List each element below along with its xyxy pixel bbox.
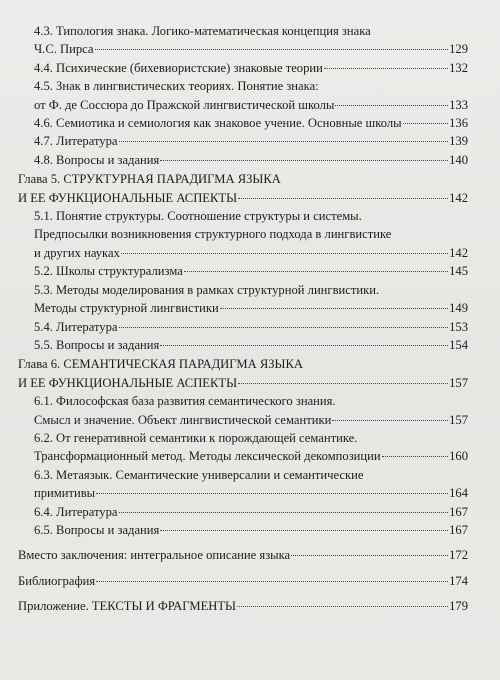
toc-entry-title-line: 4.4. Психические (бихевиористские) знаковые теории <box>34 60 323 75</box>
toc-entry-title-line: 4.3. Типология знака. Логико-математическая концепция знака <box>34 24 371 38</box>
toc-page-number: 157 <box>449 375 468 390</box>
dot-leader <box>403 123 449 124</box>
dot-leader <box>95 49 449 50</box>
toc-page-number: 167 <box>449 504 468 519</box>
toc-entry <box>18 355 468 392</box>
toc-page-number: 129 <box>449 42 468 57</box>
toc-page-number: 154 <box>449 337 468 352</box>
toc-page-number: 153 <box>449 319 468 334</box>
toc-entry-title-line: примитивы <box>34 486 96 501</box>
toc-entry-title-line: 6.1. Философская база развития семантического знания. <box>34 394 336 409</box>
toc-entry-title-line: 6.4. Литература <box>34 504 118 519</box>
toc-page-number: 179 <box>449 599 468 614</box>
dot-leader <box>184 271 448 272</box>
toc-page-number: 132 <box>449 60 468 75</box>
toc-entry-title-line: 4.5. Знак в лингвистических теориях. Понятие знака: <box>34 79 319 94</box>
toc-entry-title-line: 4.6. Семиотика и семиология как знаковое учение. Основные школы <box>34 116 402 131</box>
toc-entry-title-line: Смысл и значение. Объект лингвистической семантики <box>34 412 332 427</box>
dot-leader <box>220 308 448 309</box>
toc-entry-title-line: от Ф. де Соссюра до Пражской лингвистической школы <box>34 97 335 112</box>
toc-entry-title-line: Предпосылки возникновения структурного подхода в лингвистике <box>34 227 392 242</box>
dot-leader <box>291 555 448 556</box>
dot-leader <box>160 345 448 346</box>
toc-entry-title-line: Глава 6. СЕМАНТИЧЕСКАЯ ПАРАДИГМА ЯЗЫКА <box>18 357 304 372</box>
toc-entry-title-line: 6.2. От генеративной семантики к порождающей семантике. <box>34 430 358 445</box>
toc-page-number: 174 <box>449 573 468 588</box>
toc-entry <box>18 262 468 280</box>
toc-entry <box>18 22 468 59</box>
toc-page-number: 136 <box>449 116 468 131</box>
toc-entry <box>18 281 468 318</box>
dot-leader <box>238 383 448 384</box>
toc-entry <box>18 170 468 207</box>
toc-page-number: 160 <box>449 449 468 464</box>
toc-entry-title-line: и других науках <box>34 245 120 260</box>
toc-entry <box>18 336 468 354</box>
toc-entry <box>18 207 468 262</box>
toc-entry <box>18 151 468 169</box>
toc-page-number: 133 <box>449 97 468 112</box>
toc-page-number: 142 <box>449 245 468 260</box>
toc-entry-title-line: Библиография <box>18 573 96 588</box>
toc-page-number: 172 <box>449 548 468 563</box>
toc-entry <box>18 597 468 615</box>
dot-leader <box>324 68 448 69</box>
toc-page-number: 157 <box>449 412 468 427</box>
toc-entry-title-line: Трансформационный метод. Методы лексической декомпозиции <box>34 449 381 464</box>
toc-entry-title-line: 4.7. Литература <box>34 134 118 149</box>
toc-entry-title-line: Ч.С. Пирса <box>34 42 94 57</box>
toc-page-number: 142 <box>449 190 468 205</box>
toc-entry <box>18 521 468 539</box>
toc-entry <box>18 503 468 521</box>
toc-entry-title-line: 5.1. Понятие структуры. Соотношение структуры и системы. <box>34 209 362 224</box>
toc-entry <box>18 132 468 150</box>
toc-page-number: 145 <box>449 264 468 279</box>
toc-entry-title-line: И ЕЕ ФУНКЦИОНАЛЬНЫЕ АСПЕКТЫ <box>18 190 238 205</box>
toc-entry-title-line: 5.3. Методы моделирования в рамках структурной лингвистики. <box>34 282 380 297</box>
toc-entry <box>18 114 468 132</box>
toc-page-number: 164 <box>449 486 468 501</box>
toc-entry <box>18 59 468 77</box>
dot-leader <box>96 581 448 582</box>
dot-leader <box>121 253 448 254</box>
toc-entry <box>18 77 468 114</box>
toc-page-number: 167 <box>449 522 468 537</box>
toc-entry-title-line: Приложение. ТЕКСТЫ И ФРАГМЕНТЫ <box>18 599 237 614</box>
toc-entry-title-line: И ЕЕ ФУНКЦИОНАЛЬНЫЕ АСПЕКТЫ <box>18 375 238 390</box>
toc-entry <box>18 429 468 466</box>
dot-leader <box>335 105 448 106</box>
toc-page-number: 139 <box>449 134 468 149</box>
dot-leader <box>237 606 448 607</box>
toc-entry <box>18 572 468 590</box>
toc-page-number: 149 <box>449 301 468 316</box>
dot-leader <box>119 512 449 513</box>
toc-entry-title-line: Методы структурной лингвистики <box>34 301 219 316</box>
dot-leader <box>382 456 448 457</box>
dot-leader <box>160 160 448 161</box>
toc-entry-title-line: 6.5. Вопросы и задания <box>34 522 160 537</box>
toc-entry-title-line: 5.5. Вопросы и задания <box>34 337 160 352</box>
toc-entry-title-line: Вместо заключения: интегральное описание языка <box>18 548 291 563</box>
toc-entry-title-line: 5.4. Литература <box>34 319 118 334</box>
toc-entry <box>18 392 468 429</box>
toc-entry-title-line: 4.8. Вопросы и задания <box>34 152 160 167</box>
toc-entry-title-line: 5.2. Школы структурализма <box>34 264 183 279</box>
toc-entry <box>18 466 468 503</box>
dot-leader <box>96 493 448 494</box>
dot-leader <box>238 198 448 199</box>
table-of-contents <box>18 22 468 616</box>
dot-leader <box>332 420 448 421</box>
toc-entry <box>18 318 468 336</box>
toc-entry-title-line: Глава 5. СТРУКТУРНАЯ ПАРАДИГМА ЯЗЫКА <box>18 172 281 187</box>
dot-leader <box>119 141 449 142</box>
dot-leader <box>119 327 449 328</box>
toc-entry <box>18 546 468 564</box>
dot-leader <box>160 530 448 531</box>
toc-entry-title-line: 6.3. Метаязык. Семантические универсалии и семантические <box>34 467 364 482</box>
toc-page-number: 140 <box>449 152 468 167</box>
